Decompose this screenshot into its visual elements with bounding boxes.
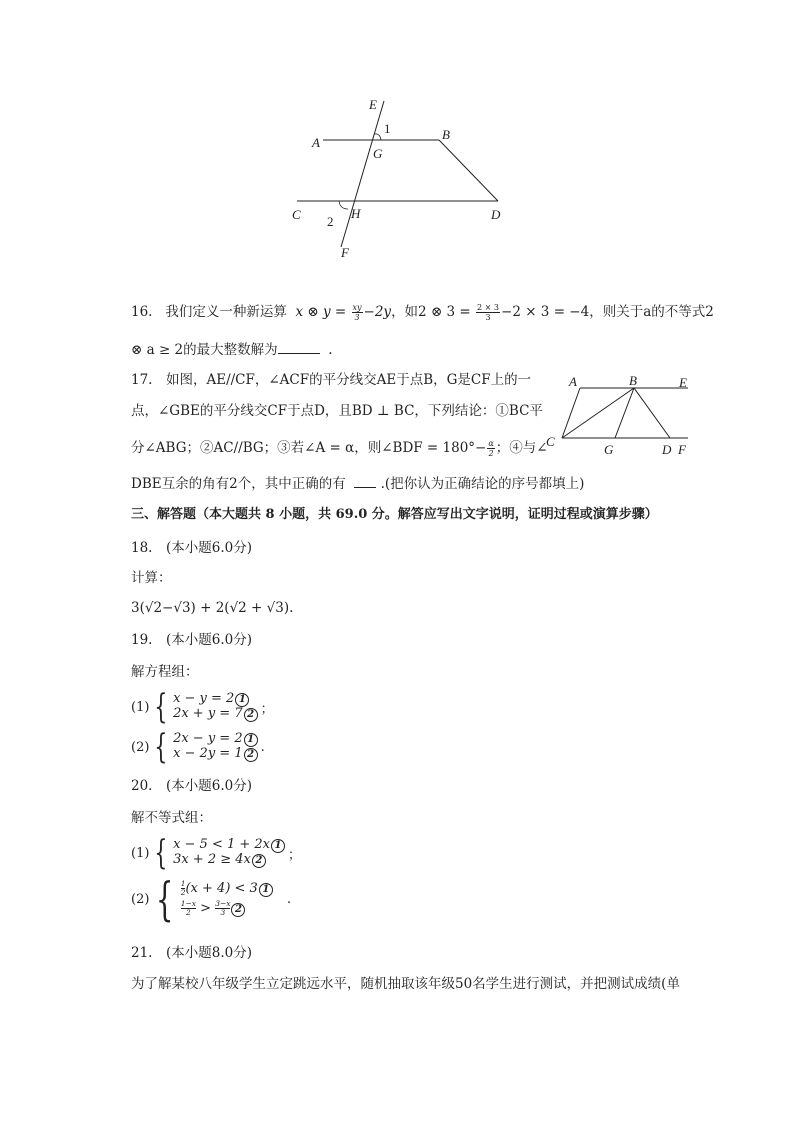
angle-1-arc xyxy=(374,134,381,140)
label-1: 1 xyxy=(384,121,391,136)
label-c: C xyxy=(292,207,301,222)
question-19-part2: (2) { 2x − y = 2 1 x − 2y = 1 2 . xyxy=(131,727,265,767)
question-17-line2: 点，∠GBE的平分线交CF于点D，且BD ⊥ BC，下列结论：①BC平 xyxy=(131,403,543,419)
label-g2: G xyxy=(604,442,614,457)
label-h: H xyxy=(351,206,361,221)
label-a: A xyxy=(312,135,320,150)
line-bd xyxy=(439,140,498,201)
label-a2: A xyxy=(569,374,577,389)
label-b2: B xyxy=(629,373,637,388)
label-c2: C xyxy=(546,434,555,449)
label-b: B xyxy=(442,127,450,142)
question-21-head: 21. (本小题8.0分) xyxy=(131,945,252,961)
question-18-head: 18. (本小题6.0分) xyxy=(131,540,252,556)
question-16-line2: ⊗ a ≥ 2的最大整数解为 . xyxy=(131,342,333,358)
section-3-heading: 三、解答题（本大题共 8 小题，共 69.0 分。解答应写出文字说明，证明过程或演算步骤） xyxy=(131,507,658,522)
figure-parallel-lines xyxy=(285,95,510,265)
question-19-head: 19. (本小题6.0分) xyxy=(131,632,252,648)
answer-blank-16 xyxy=(278,341,320,354)
question-18-prompt: 计算： xyxy=(131,570,172,586)
label-e2: E xyxy=(679,375,687,390)
question-17-line1: 17. 如图，AE//CF，∠ACF的平分线交AE于点B，G是CF上的一 xyxy=(131,372,532,388)
question-19-prompt: 解方程组： xyxy=(131,664,199,680)
figure-bisector xyxy=(540,372,700,458)
angle-2-arc xyxy=(339,201,348,209)
line-cb xyxy=(562,388,634,438)
question-17-line4: DBE互余的角有2个，其中正确的有 .(把你认为正确结论的序号都填上) xyxy=(131,476,585,492)
question-16-line1: 16. 我们定义一种新运算 x ⊗ y = $\frac{xy}{3}$ −2y，如2 ⊗ 3 = $\frac{2 \times 3}{3}$ −2 × 3 = −4，则关于a的不等式2 xyxy=(131,303,714,322)
line-ef xyxy=(341,101,384,247)
label-d: D xyxy=(491,207,501,222)
question-17-line3: 分∠ABG；②AC//BG；③若∠A = α，则∠BDF = 180°− $\frac{\alpha}{2}$ ；④与∠ xyxy=(131,439,548,458)
question-20-head: 20. (本小题6.0分) xyxy=(131,778,252,794)
line-bd xyxy=(634,388,670,438)
label-d2: D xyxy=(662,442,672,457)
label-f: F xyxy=(341,245,349,260)
question-21-text: 为了解某校八年级学生立定跳远水平，随机抽取该年级50名学生进行测试，并把测试成绩(单 xyxy=(131,976,680,992)
question-20-part1: (1) { x − 5 < 1 + 2x 1 3x + 2 ≥ 4x 2 ； xyxy=(131,833,302,873)
line-bg xyxy=(615,388,634,438)
label-e: E xyxy=(369,97,377,112)
question-19-part1: (1) { x − y = 2 1 2x + y = 7 2 ； xyxy=(131,687,274,727)
question-20-prompt: 解不等式组： xyxy=(131,810,212,826)
answer-blank-17 xyxy=(354,475,376,488)
label-f2: F xyxy=(678,442,686,457)
label-g: G xyxy=(373,146,383,161)
label-2: 2 xyxy=(327,214,334,229)
question-18-expr: 3(√2−√3) + 2(√2 + √3). xyxy=(131,600,294,616)
question-20-part2: (2) { $\frac{1}{2}(x + 4) < 3$ 1 $\frac{1-x}{2}$ > $\frac{3-x}{3} 2$ . xyxy=(131,872,291,926)
line-ac xyxy=(562,388,580,438)
